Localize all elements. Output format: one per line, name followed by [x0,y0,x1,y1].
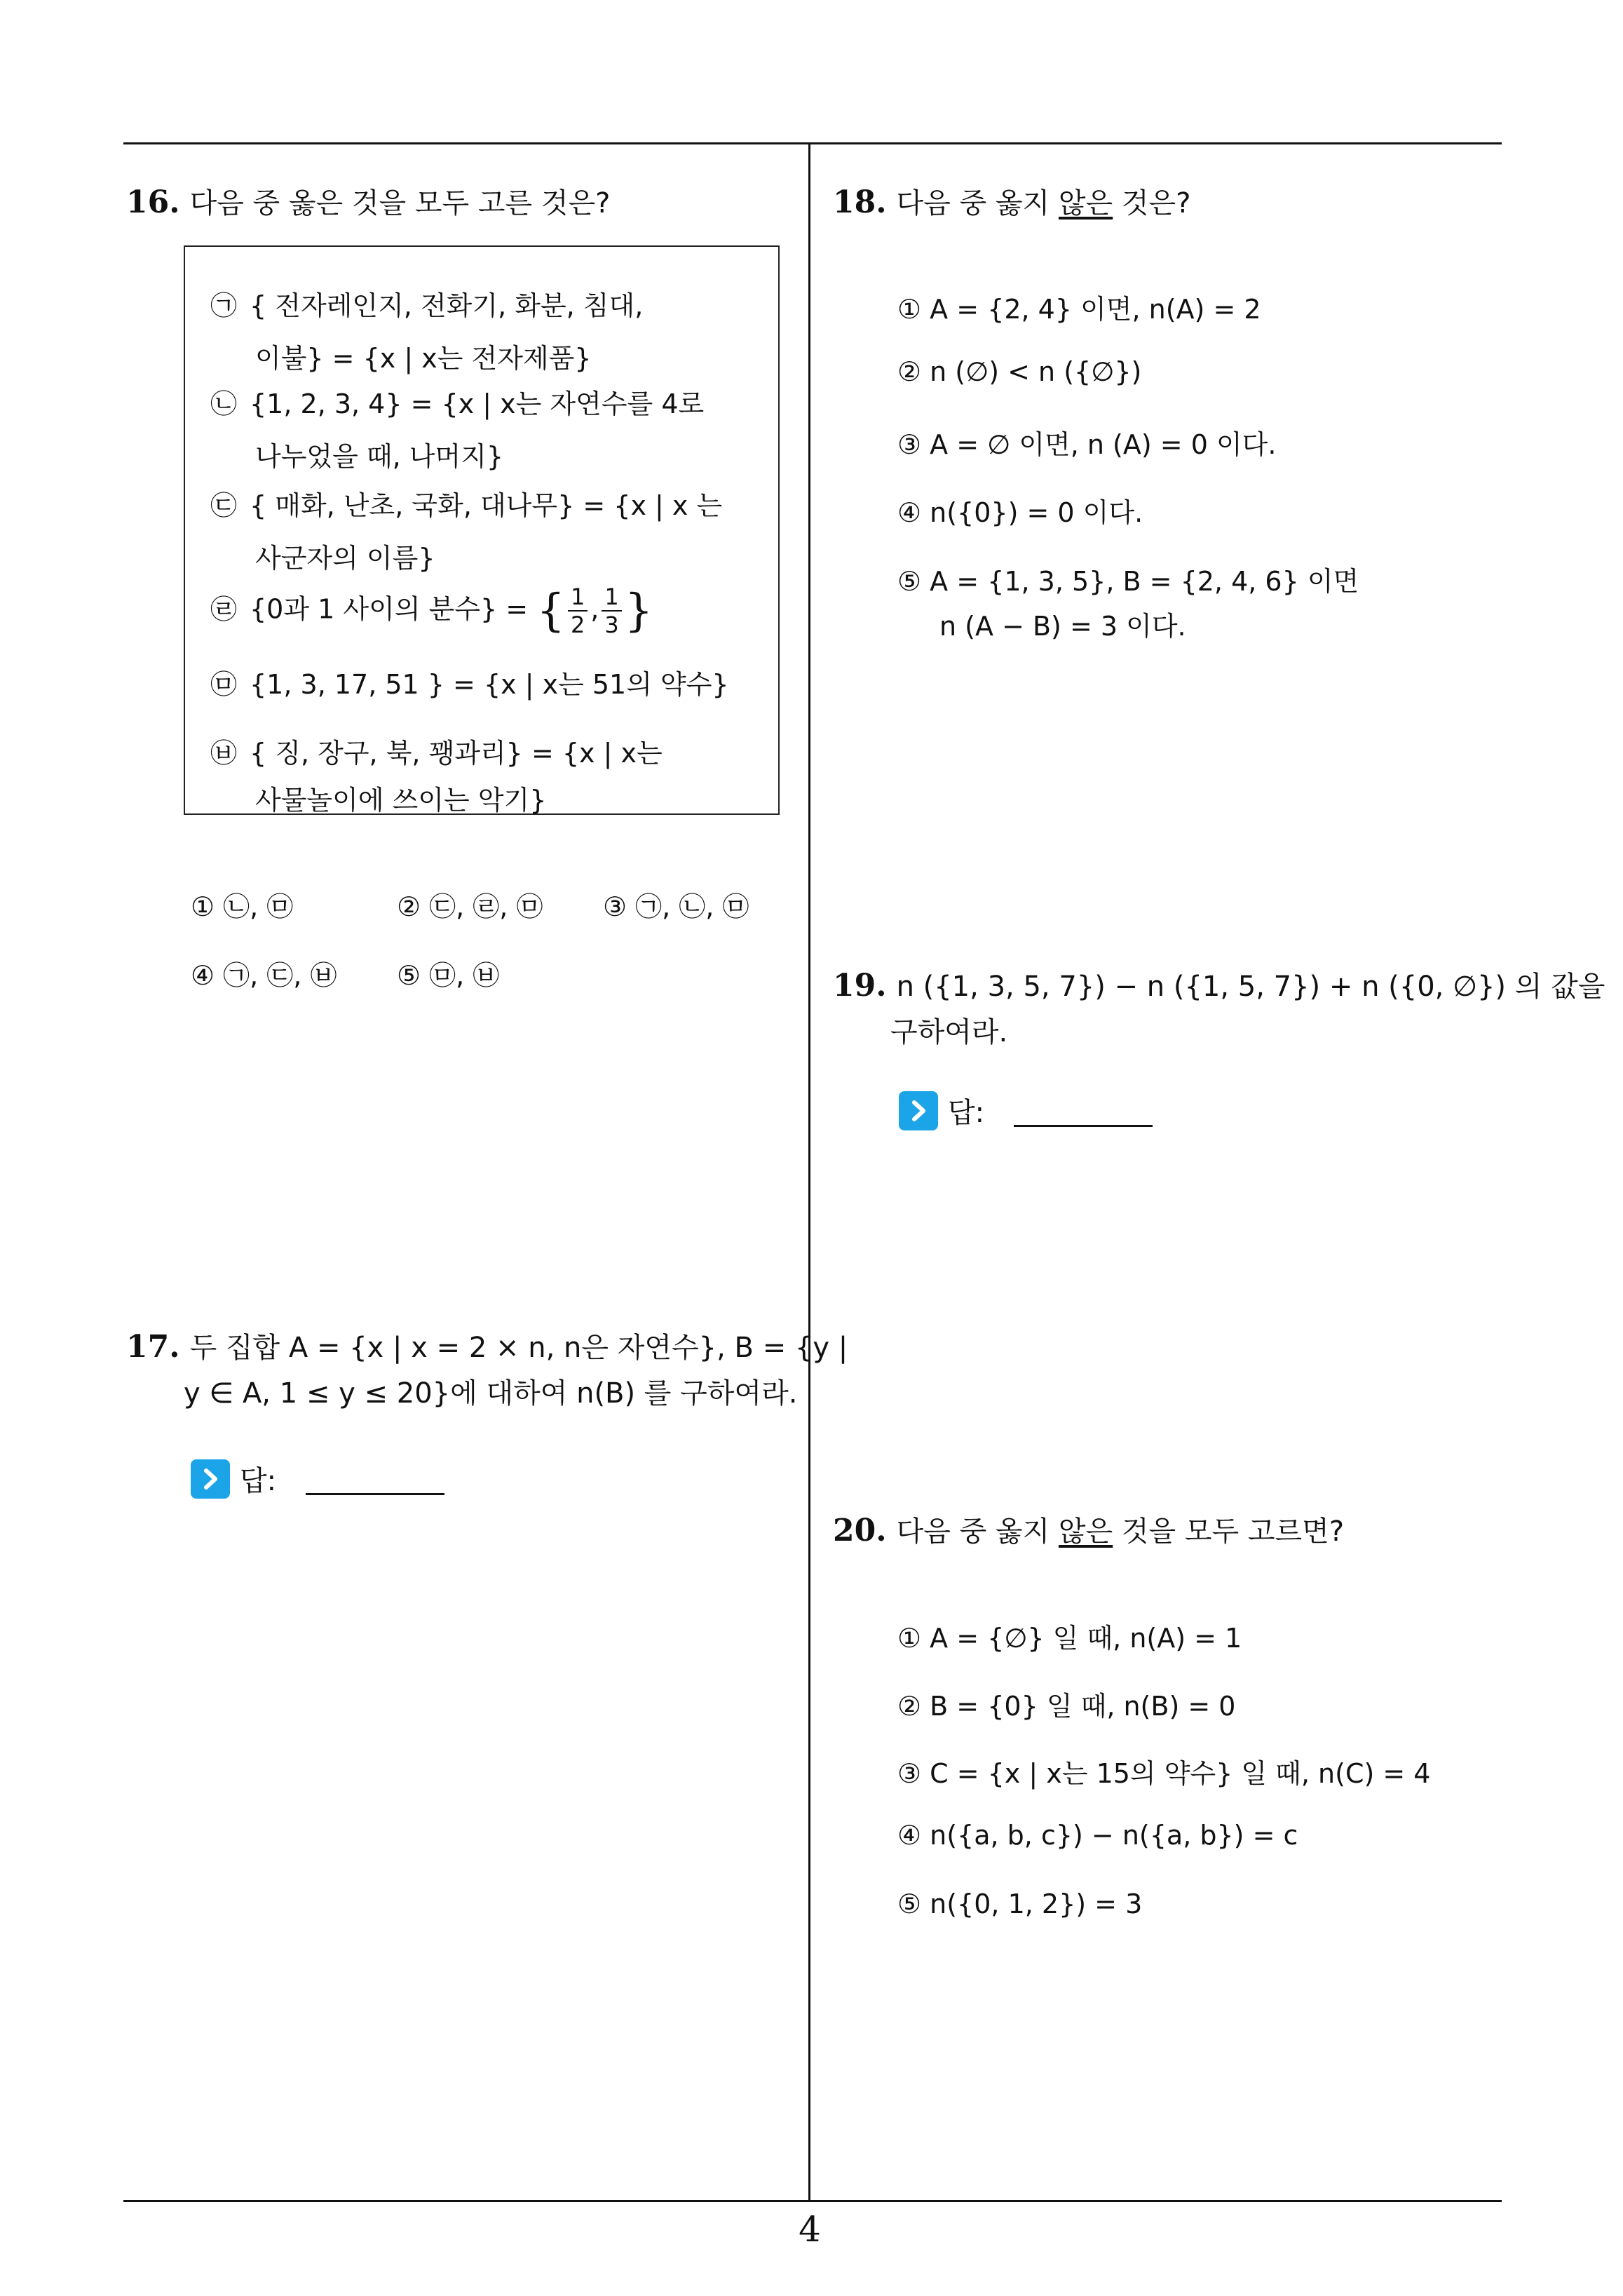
q16-statement-box [184,245,780,815]
q20-text-underlined: 않은 [1058,1515,1113,1548]
q16-item-6-cont: 사물놀이에 쓰이는 악기} [255,785,547,816]
q18-text-after: 것은? [1113,187,1191,220]
q18-text-before: 다음 중 옳지 [896,187,1059,220]
q16-item-1-cont: 이불} = {x | x는 전자제품} [255,343,592,374]
q16-item-5-marker: ㉤ [210,669,238,700]
q16-choice-5[interactable]: ⑤ ㉤, ㉥ [397,960,500,991]
q16-item-3-cont: 사군자의 이름} [255,543,435,574]
q16-item-3-text: { 매화, 난초, 국화, 대나무} = {x | x 는 [250,490,723,521]
q16-item-6 [210,731,663,775]
q17-line1: 두 집합 A = {x | x = 2 × n, n은 자연수}, B = {y | [189,1332,848,1364]
q16-item-4-frac1: $\frac{1}{2}$ [568,583,588,638]
q16-header [126,181,610,221]
chevron-right-icon [191,1459,230,1499]
q17-answer [191,1459,444,1499]
q16-item-2 [210,382,704,426]
q17-number: 17. [126,1329,180,1365]
q19-answer-label: 답: [948,1097,985,1129]
q16-item-1 [210,284,643,327]
q18-choice-2[interactable]: ② n (∅) < n ({∅}) [897,356,1142,387]
q20-number: 20. [833,1513,887,1548]
q16-item-4-marker: ㉣ [210,593,238,625]
q18-choice-1[interactable]: ① A = {2, 4} 이면, n(A) = 2 [897,294,1261,325]
q16-text: 다음 중 옳은 것을 모두 고른 것은? [189,187,611,220]
q16-item-1-marker: ㉠ [210,290,238,321]
q16-item-5-text: {1, 3, 17, 51 } = {x | x는 51의 약수} [250,669,729,700]
q19-answer-blank[interactable] [1014,1125,1153,1127]
q18-header [833,181,1190,221]
q18-text-underlined: 않은 [1058,187,1113,220]
q17-header [126,1325,848,1365]
q20-choice-1[interactable]: ① A = {∅} 일 때, n(A) = 1 [897,1623,1242,1654]
q18-choice-5[interactable]: ⑤ A = {1, 3, 5}, B = {2, 4, 6} 이면 [897,566,1359,597]
q16-item-4: ㉣ {0과 1 사이의 분수} = { $\frac{1}{2}$ , $\frac{1}{3}$ } [210,583,653,638]
q16-choice-3[interactable]: ③ ㉠, ㉡, ㉤ [603,891,749,922]
q18-choice-5-cont: n (A − B) = 3 이다. [939,611,1186,642]
q16-item-2-text: {1, 2, 3, 4} = {x | x는 자연수를 4로 [250,389,705,419]
q16-item-6-text: { 징, 장구, 북, 꽹과리} = {x | x는 [250,738,663,769]
q16-item-6-marker: ㉥ [210,738,238,769]
q18-choice-4[interactable]: ④ n({0}) = 0 이다. [897,497,1143,528]
q20-choice-5[interactable]: ⑤ n({0, 1, 2}) = 3 [897,1889,1143,1919]
column-divider [808,142,810,2202]
q16-choice-2[interactable]: ② ㉢, ㉣, ㉤ [397,891,543,922]
q16-item-4-lbrace: { [536,585,565,637]
q16-item-3-marker: ㉢ [210,490,238,521]
q16-item-4-rbrace: } [624,585,653,637]
q19-number: 19. [833,968,887,1004]
q19-line2: 구하여라. [890,1016,1008,1048]
q16-item-2-cont: 나누었을 때, 나머지} [255,441,504,472]
q16-choice-4[interactable]: ④ ㉠, ㉢, ㉥ [191,960,337,991]
q16-item-3 [210,484,722,527]
q16-item-4-text: {0과 1 사이의 분수} = [250,593,529,625]
q20-header [833,1509,1344,1549]
q19-line1: n ({1, 3, 5, 7}) − n ({1, 5, 7}) + n ({0, ∅}) 의 값을 [896,971,1605,1003]
q16-item-5 [210,663,729,706]
q20-text-after: 것을 모두 고르면? [1113,1515,1345,1548]
q16-item-1-text: { 전자레인지, 전화기, 화분, 침대, [250,290,644,321]
q19-header [833,964,1605,1004]
q17-answer-label: 답: [240,1465,277,1497]
q20-choice-2[interactable]: ② B = {0} 일 때, n(B) = 0 [897,1691,1236,1722]
q16-item-2-marker: ㉡ [210,389,238,419]
q18-number: 18. [833,184,887,220]
q17-answer-blank[interactable] [306,1493,444,1495]
q19-answer [899,1090,1153,1130]
q20-text-before: 다음 중 옳지 [896,1515,1059,1548]
q18-choice-3[interactable]: ③ A = ∅ 이면, n (A) = 0 이다. [897,429,1277,460]
page-number: 4 [799,2209,821,2250]
q20-choice-3[interactable]: ③ C = {x | x는 15의 약수} 일 때, n(C) = 4 [897,1758,1431,1789]
top-rule [123,142,1502,144]
chevron-right-icon [899,1091,938,1130]
q20-choice-4[interactable]: ④ n({a, b, c}) − n({a, b}) = c [897,1820,1298,1851]
q16-number: 16. [126,184,180,220]
q16-item-4-frac2: $\frac{1}{3}$ [602,583,621,638]
q16-choice-1[interactable]: ① ㉡, ㉤ [191,891,294,922]
bottom-rule [123,2200,1502,2202]
q17-line2: y ∈ A, 1 ≤ y ≤ 20}에 대하여 n(B) 를 구하여라. [184,1377,798,1410]
